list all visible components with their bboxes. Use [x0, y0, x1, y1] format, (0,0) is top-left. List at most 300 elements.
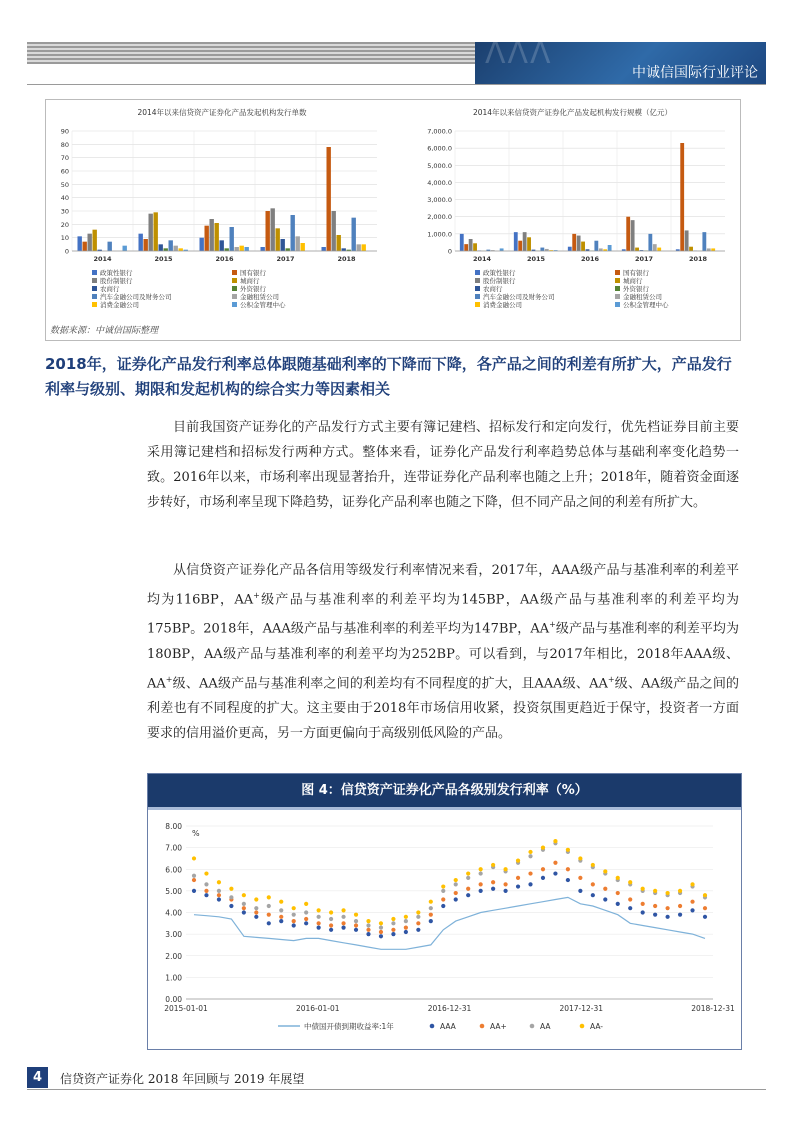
y-tick-label: 90 [60, 127, 69, 136]
data-point [292, 913, 296, 917]
data-point [429, 919, 433, 923]
y-tick-label: 0 [64, 247, 69, 256]
superscript-plus: + [165, 674, 173, 684]
bar [523, 232, 527, 251]
data-point [466, 871, 470, 875]
y-tick-label: 4,000.0 [427, 178, 452, 187]
paragraph-issuance-method: 目前我国资产证券化的产品发行方式主要有簿记建档、招标发行和定向发行，优先档证券目前主要采用簿记建档和招标发行两种方式。整体来看，证券化产品发行利率趋势总体与基础利率变化趋势一致。2016年以来，市场利率出现显著抬升，连带证券化产品利率也随之上升；2018年，随着资金面逐步转好，市场利率呈现下降趋势，证券化产品利率也随之下降，但不同产品之间的利差有所扩大。 [147, 420, 739, 510]
x-tick-label: 2016 [215, 255, 234, 263]
legend-label: 汽车金融公司及财务公司 [483, 293, 555, 301]
data-point [242, 910, 246, 914]
bar [608, 245, 612, 251]
section-heading: 2018年，证券化产品发行利率总体跟随基础利率的下降而下降，各产品之间的利差有所扩大，产品发行利率与级别、期限和发起机构的综合实力等因素相关 [45, 355, 732, 398]
text-span: 级产品与基准利率的利差平均为145BP，AA级产品与基准利率的利差平均为175BP。2018年，AAA级产品与基准利率的利差平均为147BP，AA [147, 592, 740, 637]
data-point [292, 906, 296, 910]
legend-label: 政策性银行 [100, 269, 133, 277]
legend-label: 中债国开债到期收益率:1年 [304, 1022, 394, 1031]
legend-label: AA- [590, 1022, 604, 1031]
bar [153, 212, 157, 251]
data-point [628, 880, 632, 884]
header-title: 中诚信国际行业评论 [632, 65, 758, 81]
data-point [329, 910, 333, 914]
bar [296, 236, 300, 251]
data-point [366, 923, 370, 927]
data-point [653, 904, 657, 908]
bar [270, 208, 274, 251]
data-point [292, 923, 296, 927]
x-tick-label: 2018-12-31 [691, 1004, 735, 1013]
superscript-plus: + [549, 620, 556, 630]
bar [235, 247, 239, 251]
data-point [379, 926, 383, 930]
data-point [304, 902, 308, 906]
data-point [553, 861, 557, 865]
bar [230, 227, 234, 251]
data-point [404, 926, 408, 930]
bar [648, 234, 652, 251]
bar [108, 242, 112, 251]
y-tick-label: 50 [60, 180, 69, 189]
data-point [267, 895, 271, 899]
data-point [441, 897, 445, 901]
y-tick-label: 20 [60, 220, 69, 229]
header-divider [27, 84, 766, 85]
data-point [429, 913, 433, 917]
y-tick-label: 3.00 [165, 930, 182, 940]
legend-label: AA [540, 1022, 551, 1031]
data-point [404, 930, 408, 934]
legend-swatch [232, 302, 237, 307]
legend-swatch [475, 286, 480, 291]
bar [680, 143, 684, 251]
data-point [528, 882, 532, 886]
legend-label: 国有银行 [240, 269, 266, 277]
data-point [690, 908, 694, 912]
legend-swatch [615, 302, 620, 307]
data-point [279, 919, 283, 923]
y-tick-label: 6,000.0 [427, 144, 452, 153]
y-tick-label: 4.00 [165, 908, 182, 918]
bar [657, 248, 661, 251]
data-point [391, 928, 395, 932]
data-point [229, 887, 233, 891]
data-point [703, 915, 707, 919]
data-point [317, 926, 321, 930]
x-tick-label: 2016-01-01 [295, 1004, 340, 1013]
data-point [254, 897, 258, 901]
y-tick-label: 7.00 [165, 843, 182, 853]
data-point [341, 908, 345, 912]
legend-label: 城商行 [623, 277, 643, 285]
banner-decoration: ΛΛΛ [485, 42, 553, 71]
bar [291, 215, 295, 251]
data-point [628, 906, 632, 910]
bar [594, 241, 598, 251]
x-tick-label: 2016 [580, 255, 600, 263]
y-tick-label: 5,000.0 [427, 161, 452, 170]
data-point [454, 878, 458, 882]
data-point [304, 910, 308, 914]
data-point [616, 902, 620, 906]
data-point [703, 906, 707, 910]
legend-label: 汽车金融公司及财务公司 [100, 293, 172, 301]
bar [581, 242, 585, 251]
bar [148, 214, 152, 251]
data-point [279, 908, 283, 912]
legend-swatch [475, 270, 480, 275]
x-tick-label: 2018 [337, 255, 356, 263]
paragraph-rating-spreads [147, 558, 739, 746]
bar [265, 211, 269, 251]
data-point [603, 887, 607, 891]
data-point [379, 921, 383, 925]
data-point [491, 887, 495, 891]
chart-title: 2014年以来信贷资产证券化产品发起机构发行单数 [137, 108, 307, 117]
data-point [479, 871, 483, 875]
y-tick-label: 40 [60, 194, 69, 203]
data-point [267, 904, 271, 908]
y-tick-label: 10 [60, 234, 69, 243]
data-point [578, 876, 582, 880]
legend-swatch [530, 1024, 535, 1029]
x-tick-label: 2017-12-31 [559, 1004, 604, 1013]
bar [626, 217, 630, 251]
data-point [641, 887, 645, 891]
data-point [678, 904, 682, 908]
text-span: 级产品与基准利率的利差平均为180BP，AA级产品与基准利率的利差平均为252BP。可以看到，与2017年相比，2018年AAA级、AA [147, 621, 739, 691]
data-point [416, 928, 420, 932]
legend-swatch [232, 286, 237, 291]
data-point [292, 919, 296, 923]
data-point [217, 897, 221, 901]
legend-swatch [430, 1024, 435, 1029]
legend-swatch [580, 1024, 585, 1029]
legend-swatch [92, 278, 97, 283]
data-point [466, 887, 470, 891]
data-point [553, 839, 557, 843]
data-point [379, 934, 383, 938]
data-point [678, 889, 682, 893]
y-tick-label: 1.00 [165, 973, 182, 983]
data-point [379, 930, 383, 934]
legend-swatch [475, 302, 480, 307]
bar [199, 238, 203, 251]
data-point [404, 915, 408, 919]
y-tick-label: 0 [447, 247, 452, 256]
data-point [503, 867, 507, 871]
legend-swatch [92, 270, 97, 275]
bar [464, 244, 468, 251]
legend-label: 股份制银行 [100, 277, 133, 285]
data-point [354, 913, 358, 917]
bar [653, 244, 657, 251]
data-point [553, 871, 557, 875]
y-tick-label: 2.00 [165, 951, 182, 961]
figure-4-box [147, 773, 742, 1050]
data-point [204, 889, 208, 893]
data-point [217, 880, 221, 884]
data-point [341, 915, 345, 919]
legend-swatch [475, 278, 480, 283]
legend-label: 公积金管理中心 [623, 301, 669, 309]
data-point [229, 904, 233, 908]
data-point [304, 917, 308, 921]
data-point [528, 850, 532, 854]
y-tick-label: 1,000.0 [427, 230, 452, 239]
superscript-plus: + [253, 591, 260, 600]
data-point [628, 897, 632, 901]
data-point [204, 893, 208, 897]
data-point [416, 921, 420, 925]
bar [540, 248, 544, 251]
data-point [491, 880, 495, 884]
legend-swatch [232, 278, 237, 283]
y-tick-label: 70 [60, 154, 69, 163]
data-point [229, 895, 233, 899]
data-point [603, 897, 607, 901]
data-point [341, 921, 345, 925]
data-point [254, 910, 258, 914]
bar [631, 220, 635, 251]
bar [473, 243, 477, 251]
bar [568, 247, 572, 251]
text-span: 级、AA级产品与基准利率之间的利差均有不同程度的扩大，且AAA级、AA [172, 675, 608, 691]
legend-swatch [615, 294, 620, 299]
data-point [454, 897, 458, 901]
data-point [317, 915, 321, 919]
data-point [329, 923, 333, 927]
data-point [516, 859, 520, 863]
legend-label: 农商行 [100, 285, 120, 293]
data-point [217, 893, 221, 897]
data-point [391, 921, 395, 925]
x-tick-label: 2015 [526, 255, 546, 263]
bar [469, 239, 473, 251]
legend-swatch [92, 286, 97, 291]
data-point [591, 882, 595, 886]
x-tick-label: 2016-12-31 [427, 1004, 472, 1013]
y-tick-label: 5.00 [165, 886, 182, 896]
data-point [279, 900, 283, 904]
bar [82, 242, 86, 251]
data-point [267, 921, 271, 925]
y-tick-label: 6.00 [165, 865, 182, 875]
bar [357, 244, 361, 251]
x-tick-label: 2018 [688, 255, 708, 263]
x-tick-label: 2014 [472, 255, 492, 263]
bar [518, 241, 522, 251]
data-point [616, 891, 620, 895]
bar [77, 236, 81, 251]
data-point [653, 913, 657, 917]
data-point [690, 882, 694, 886]
x-tick-label: 2017 [276, 255, 295, 263]
data-point [242, 902, 246, 906]
data-point [641, 902, 645, 906]
data-point [653, 889, 657, 893]
y-tick-label: 7,000.0 [427, 127, 452, 136]
bar [204, 226, 208, 251]
data-point [354, 928, 358, 932]
data-point [354, 923, 358, 927]
data-point [192, 856, 196, 860]
legend-swatch [475, 294, 480, 299]
bar [352, 218, 356, 251]
data-point [329, 928, 333, 932]
data-point [528, 871, 532, 875]
footer-divider [27, 1089, 766, 1090]
data-point [341, 926, 345, 930]
bar [336, 235, 340, 251]
data-point [503, 889, 507, 893]
data-point [429, 900, 433, 904]
data-point [242, 893, 246, 897]
issuance-rate-chart [148, 810, 739, 1048]
bar [219, 240, 223, 251]
data-point [479, 867, 483, 871]
legend-label: 政策性银行 [483, 269, 516, 277]
legend-label: AAA [440, 1022, 456, 1031]
bar [301, 243, 305, 251]
bar [702, 232, 706, 251]
data-point [416, 910, 420, 914]
legend-label: 公积金管理中心 [240, 301, 286, 309]
bar [169, 240, 173, 251]
data-point [578, 889, 582, 893]
data-point [541, 876, 545, 880]
bar [685, 230, 689, 251]
data-point [516, 876, 520, 880]
data-point [591, 863, 595, 867]
bar [635, 248, 639, 251]
bar [326, 147, 330, 251]
legend-label: 金融租赁公司 [623, 293, 662, 301]
bar [260, 247, 264, 251]
data-point [366, 932, 370, 936]
bar [92, 230, 96, 251]
data-point [690, 900, 694, 904]
bar [240, 246, 244, 251]
legend-label: 农商行 [483, 285, 503, 293]
data-point [491, 863, 495, 867]
bar [209, 219, 213, 251]
header-stripe-bar [27, 42, 475, 64]
bar [331, 211, 335, 251]
data-point [703, 893, 707, 897]
issuance-count-chart [52, 103, 392, 318]
data-point [566, 867, 570, 871]
data-point [566, 848, 570, 852]
data-point [641, 910, 645, 914]
data-point [603, 869, 607, 873]
data-point [541, 846, 545, 850]
superscript-plus: + [607, 674, 615, 684]
data-point [404, 919, 408, 923]
data-point [528, 854, 532, 858]
bar [577, 236, 581, 251]
data-point [254, 915, 258, 919]
data-point [317, 908, 321, 912]
data-point [503, 882, 507, 886]
legend-swatch [615, 270, 620, 275]
y-tick-label: 30 [60, 207, 69, 216]
data-point [479, 889, 483, 893]
page-number: 4 [27, 1067, 48, 1088]
data-point [666, 906, 670, 910]
data-point [204, 871, 208, 875]
legend-label: 消费金融公司 [100, 301, 139, 309]
data-point [279, 915, 283, 919]
data-point [391, 932, 395, 936]
figure-4-caption: 图 4：信贷资产证券化产品各级别发行利率（%） [148, 774, 741, 810]
y-tick-label: 2,000.0 [427, 213, 452, 222]
data-point [416, 915, 420, 919]
data-point [217, 889, 221, 893]
bar [138, 234, 142, 251]
data-point [466, 893, 470, 897]
legend-label: AA+ [490, 1022, 507, 1031]
y-tick-label: 8.00 [165, 822, 182, 831]
data-point [578, 856, 582, 860]
data-point [317, 921, 321, 925]
bar [689, 247, 693, 251]
x-tick-label: 2015 [154, 255, 173, 263]
legend-label: 股份制银行 [483, 277, 516, 285]
data-point [454, 882, 458, 886]
bar [174, 246, 178, 251]
data-point [666, 891, 670, 895]
data-point [204, 882, 208, 886]
data-point [192, 878, 196, 882]
y-unit-label: % [192, 829, 200, 838]
data-point [466, 876, 470, 880]
data-point [254, 906, 258, 910]
data-point [678, 913, 682, 917]
data-point [429, 906, 433, 910]
legend-label: 金融租赁公司 [240, 293, 279, 301]
legend-label: 国有银行 [623, 269, 649, 277]
data-point [541, 867, 545, 871]
bar [123, 246, 127, 251]
legend-swatch [92, 302, 97, 307]
legend-swatch [92, 294, 97, 299]
data-point [192, 874, 196, 878]
data-point [591, 893, 595, 897]
bar [460, 234, 464, 251]
data-point [666, 915, 670, 919]
chart-title: 2014年以来信贷资产证券化产品发起机构发行规模（亿元） [472, 108, 673, 117]
bar [527, 237, 531, 251]
text-span: 级、AA级产品之间的利差也有不同程度的扩大。这主要由于2018年市场信用收紧，投资氛围更趋近于保守，投资者一方面要求的信用溢价更高，另一方面更偏向于高级别低风险的产品。 [147, 675, 740, 741]
bar [321, 247, 325, 251]
legend-swatch [480, 1024, 485, 1029]
data-point [441, 884, 445, 888]
legend-swatch [232, 294, 237, 299]
bar [514, 232, 518, 251]
data-point [516, 884, 520, 888]
legend-label: 外资银行 [623, 285, 649, 293]
data-point [391, 917, 395, 921]
legend-label: 城商行 [240, 277, 260, 285]
bar [143, 239, 147, 251]
x-tick-label: 2015-01-01 [164, 1004, 208, 1013]
legend-label: 外资银行 [240, 285, 266, 293]
x-tick-label: 2014 [93, 255, 112, 263]
data-point [354, 919, 358, 923]
data-point [366, 919, 370, 923]
legend-label: 消费金融公司 [483, 301, 522, 309]
data-point [454, 891, 458, 895]
